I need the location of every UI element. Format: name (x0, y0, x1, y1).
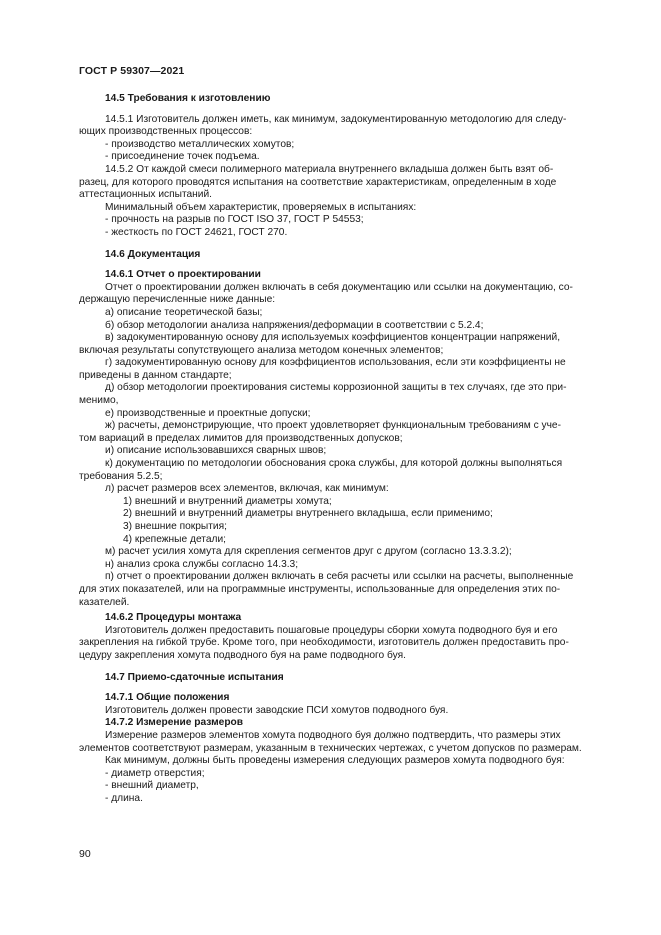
list-item: б) обзор методологии анализа напряжения/деформации в соответствии с 5.2.4; (105, 319, 484, 331)
section-14-6-heading: 14.6 Документация (105, 248, 201, 260)
line: закрепления на гибкой трубе. Кроме того, при необходимости, изготовитель должен предоставить про- (79, 637, 569, 649)
line: менимо, (79, 395, 119, 407)
sub-list-item: 1) внешний и внутренний диаметры хомута; (123, 495, 332, 507)
line: Отчет о проектировании должен включать в себя документацию или ссылки на документацию, со- (105, 281, 573, 293)
list-item: - производство металлических хомутов; (105, 138, 295, 150)
list-item: - диаметр отверстия; (105, 767, 205, 779)
list-item: - присоединение точек подъема. (105, 151, 260, 163)
list-item: - внешний диаметр, (105, 780, 199, 792)
subsection-14-7-1-heading: 14.7.1 Общие положения (105, 692, 230, 704)
list-item: а) описание теоретической базы; (105, 306, 263, 318)
line: цедуру закрепления хомута подводного буя на раме подводного буя. (79, 649, 406, 661)
list-item (79, 332, 585, 357)
paragraph (79, 282, 585, 307)
line: г) задокументированную основу для коэффициентов использования, если эти коэффициенты не (105, 357, 566, 369)
list-item (79, 382, 585, 407)
paragraph: Изготовитель должен провести заводские ПСИ хомутов подводного буя. (105, 704, 449, 716)
list-item: - длина. (105, 792, 143, 804)
line: держащую перечисленные ниже данные: (79, 294, 276, 306)
sub-list-item: 3) внешние покрытия; (123, 521, 227, 532)
list-item: и) описание использовавшихся сварных швов; (105, 445, 327, 457)
line: ж) расчеты, демонстрирующие, что проект удовлетворяет функциональным требованиям с учe- (105, 420, 561, 432)
list-item: м) расчет усилия хомута для скрепления сегментов друг с другом (согласно 13.3.3.2); (105, 546, 512, 558)
line: Измерение размеров элементов хомута подводного буя должно подтвердить, что размеры этих (105, 729, 561, 741)
page-number: 90 (79, 848, 91, 860)
list-item: - прочность на разрыв по ГОСТ ISO 37, ГОСТ Р 54553; (105, 214, 364, 226)
list-item: е) производственные и проектные допуски; (105, 407, 311, 419)
line: включая результаты сопутствующего анализа методом конечных элементов; (79, 344, 444, 356)
line: аттестационных испытаний. (79, 189, 213, 201)
document-body (79, 93, 585, 805)
list-item (79, 571, 585, 609)
list-item (79, 458, 585, 483)
paragraph (79, 730, 585, 755)
line: 14.5.1 Изготовитель должен иметь, как минимум, задокументированную методологию для следу- (105, 113, 567, 125)
paragraph-14-5-2 (79, 164, 585, 202)
line: к) документацию по методологии обоснования срока службы, для которой должны выполняться (105, 458, 563, 470)
sub-list-item: 4) крепежные детали; (123, 533, 226, 545)
list-item: н) анализ срока службы согласно 14.3.3; (105, 558, 299, 570)
line: казателей. (79, 596, 130, 608)
paragraph-14-5-1 (79, 114, 585, 139)
sub-list-item: 2) внешний и внутренний диаметры внутреннего вкладыша, если применимо; (123, 508, 493, 520)
line: 14.5.2 От каждой смеси полимерного материала внутреннего вкладыша должен быть взят об- (105, 163, 554, 175)
document-header: ГОСТ Р 59307—2021 (79, 65, 185, 77)
list-item: - жесткость по ГОСТ 24621, ГОСТ 270. (105, 226, 288, 238)
subsection-14-6-2-heading: 14.6.2 Процедуры монтажа (105, 612, 242, 624)
section-14-5-heading: 14.5 Требования к изготовлению (105, 93, 271, 104)
list-item: л) расчет размеров всех элементов, включая, как минимум: (105, 483, 389, 495)
paragraph: Минимальный объем характеристик, проверяемых в испытаниях: (105, 201, 417, 213)
line: разец, для которого проводятся испытания на соответствие характеристикам, определенным в ходе (79, 176, 557, 188)
list-item (79, 357, 585, 382)
subsection-14-6-1-heading: 14.6.1 Отчет о проектировании (105, 269, 261, 281)
line: д) обзор методологии проектирования системы коррозионной защиты в тех случаях, где это при- (105, 382, 567, 394)
line: ющих производственных процессов: (79, 126, 253, 138)
section-14-7-heading: 14.7 Приемо-сдаточные испытания (105, 671, 284, 683)
line: Изготовитель должен предоставить пошаговые процедуры сборки хомута подводного буя и его (105, 624, 558, 636)
line: п) отчет о проектировании должен включать в себя расчеты или ссылки на расчеты, выполненные (105, 571, 574, 583)
line: для этих показателей, или на программные инструменты, использованные для определения этих по- (79, 583, 561, 595)
line: том вариаций в пределах лимитов для производственных допусков; (79, 432, 403, 444)
list-item (79, 420, 585, 445)
subsection-14-7-2-heading: 14.7.2 Измерение размеров (105, 717, 244, 729)
line: приведены в данном стандарте; (79, 369, 232, 381)
line: требования 5.2.5; (79, 470, 163, 482)
line: элементов соответствуют размерам, указанным в технических чертежах, с учетом допусков по размерам. (79, 742, 582, 754)
paragraph: Как минимум, должны быть проведены измерения следующих размеров хомута подводного буя: (105, 755, 565, 767)
line: в) задокументированную основу для используемых коэффициентов концентрации напряжений, (105, 332, 561, 344)
paragraph (79, 625, 585, 663)
